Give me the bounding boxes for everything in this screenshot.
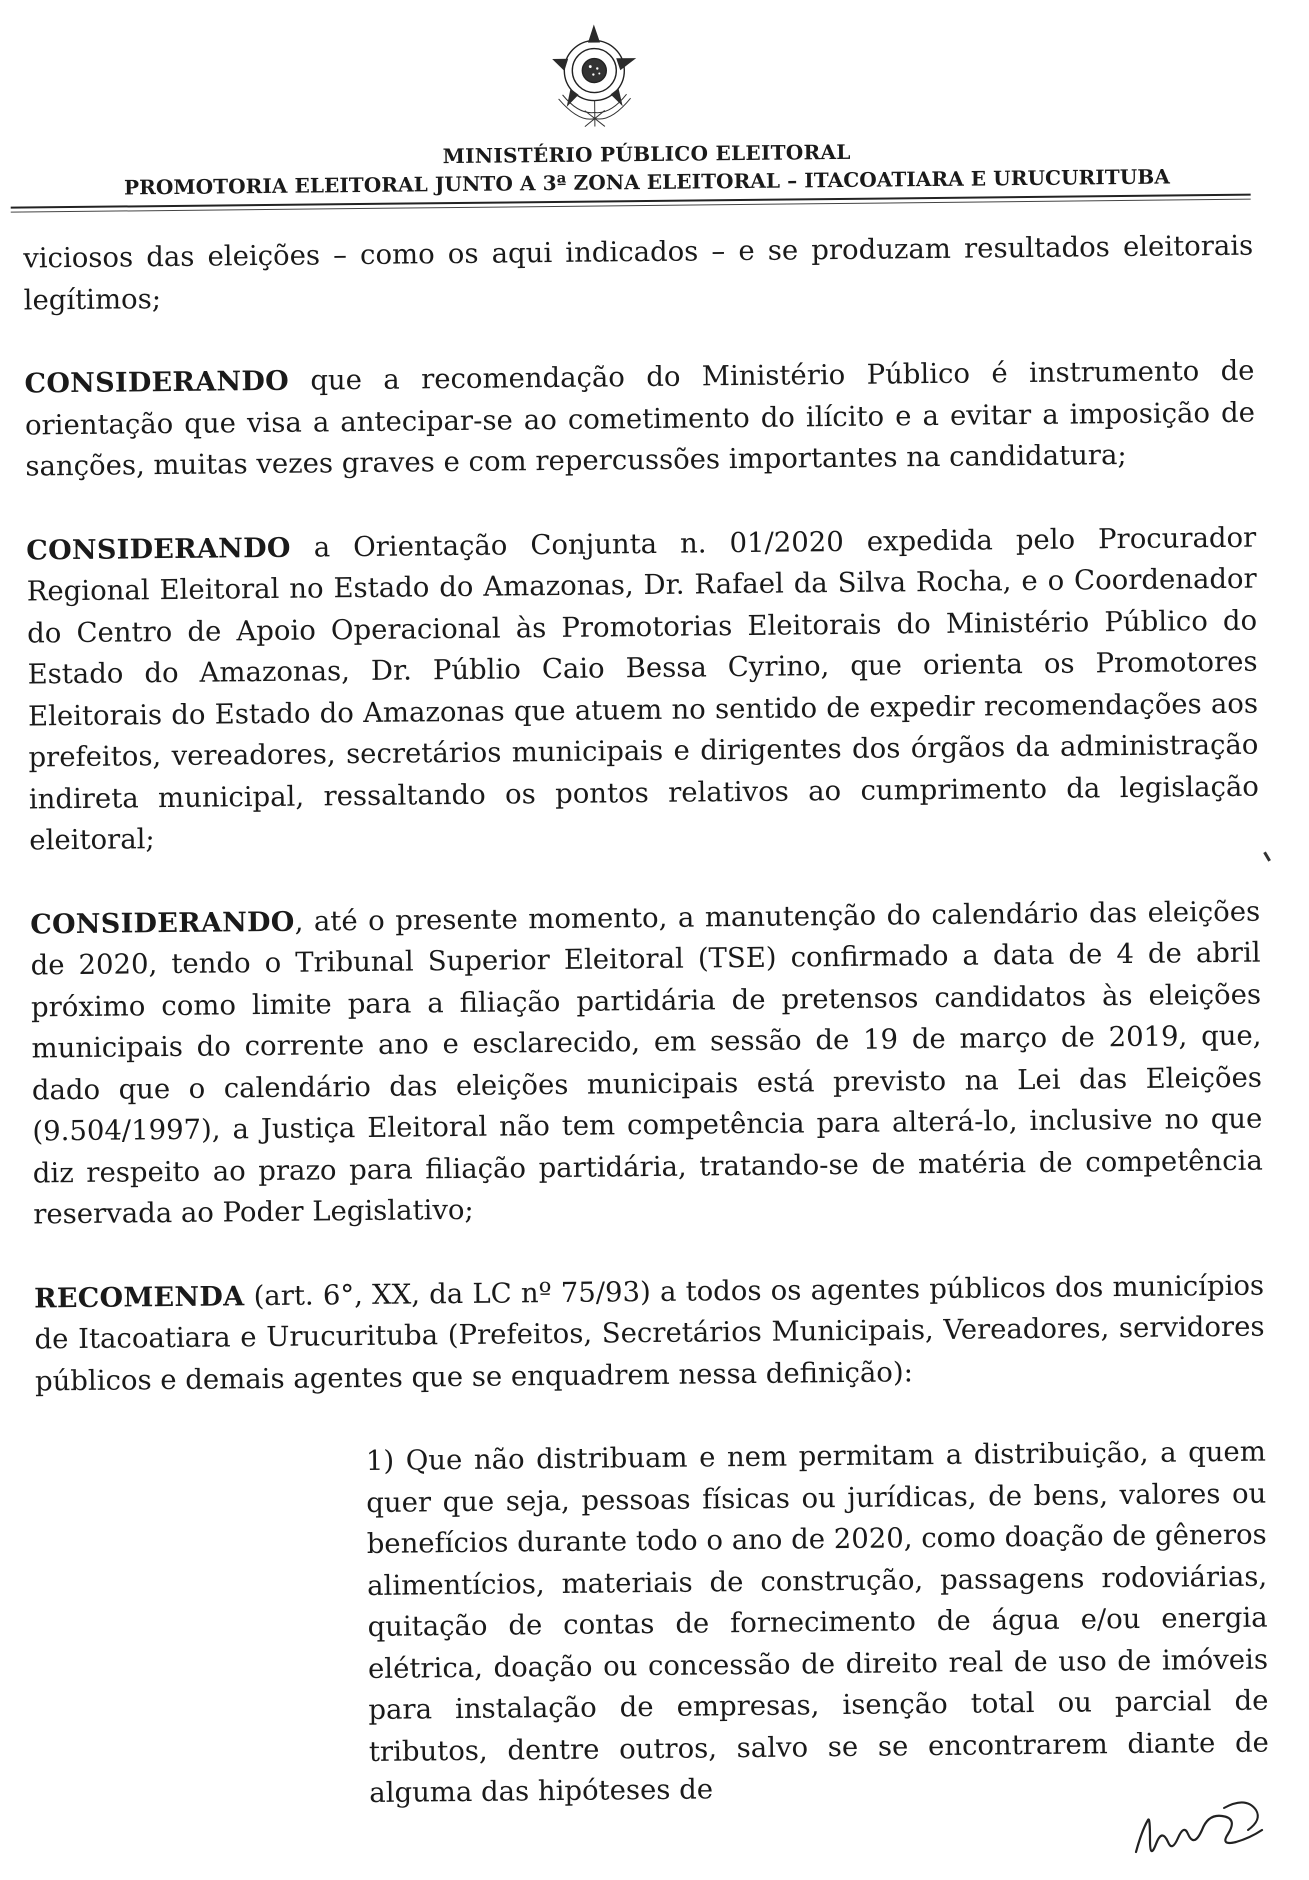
paragraph-text: a Orientação Conjunta n. 01/2020 expedida pelo Procurador Regional Eleitoral no Estado do Amazonas, Dr. Rafael da Silva Rocha, e o Coordenador do Centro de Apoio Operacional às Promotorias Eleitorais do Ministério Público do Estado do Amazonas, Dr. Públio Caio Bessa Cyrino, que orienta os Promotores Eleitorais do Estado do Amazonas que atuem no sentido de expedir recomendações aos prefeitos, vereadores, secretários municipais e dirigentes dos órgãos da administração indireta municipal, ressaltando os pontos relativos ao cumprimento da legislação eleitoral; bbox=[26, 521, 1260, 857]
brazil-coat-of-arms-icon bbox=[538, 18, 651, 131]
item-text: Que não distribuam e nem permitam a distribuição, a quem quer que seja, pessoas físicas ou jurídicas, de bens, valores ou benefícios durante todo o ano de 2020, como doação de gêneros alimentícios, materiais de construção, passagens rodoviárias, quitação de contas de fornecimento de água e/ou energia elétrica, doação ou concessão de direito real de uso de imóveis para instalação de empresas, isenção total ou parcial de tributos, dentre outros, salvo se se encontrarem diante de alguma das hipóteses de bbox=[366, 1435, 1270, 1809]
document-header bbox=[0, 135, 1302, 201]
item-number: 1) bbox=[365, 1444, 395, 1478]
paragraph-lead: CONSIDERANDO bbox=[24, 365, 290, 400]
scan-mark bbox=[1263, 851, 1271, 861]
paragraph-continuation: viciosos das eleições – como os aqui indicados – e se produzam resultados eleitorais legítimos; bbox=[23, 229, 1254, 317]
recommendation-item-1 bbox=[366, 1432, 1270, 1815]
paragraph-text: (art. 6°, XX, da LC nº 75/93) a todos os agentes públicos dos municípios de Itacoatiara e Urucurituba (Prefeitos, Secretários Municipais, Vereadores, servidores públicos e demais agentes que se enquadrem nessa definição): bbox=[34, 1269, 1265, 1397]
paragraph-lead: RECOMENDA bbox=[33, 1280, 245, 1314]
paragraph-text: , até o presente momento, a manutenção do calendário das eleições de 2020, tendo o Tribunal Superior Eleitoral (TSE) confirmado a data de 4 de abril próximo como limite para a filiação partidária de pretensos candidatos às eleições municipais do corrente ano e esclarecido, em sessão de 19 de março de 2019, que, dado que o calendário das eleições municipais está previsto na Lei das Eleições (9.504/1997), a Justiça Eleitoral não tem competência para alterá-lo, inclusive no que diz respeito ao prazo para filiação partidária, tratando-se de matéria de competência reservada ao Poder Legislativo; bbox=[30, 895, 1263, 1231]
signature-icon bbox=[1128, 1790, 1288, 1870]
header-line-2: PROMOTORIA ELEITORAL JUNTO A 3ª ZONA ELEITORAL – ITACOATIARA E URUCURITUBA bbox=[123, 164, 1171, 200]
paragraph-text: que a recomendação do Ministério Público é instrumento de orientação que visa a antecipar-se ao cometimento do ilícito e a evitar a imposição de sanções, muitas vezes graves e com repercussões importantes na candidatura; bbox=[24, 354, 1256, 483]
paragraph-lead: CONSIDERANDO bbox=[26, 532, 291, 567]
paragraph-lead: CONSIDERANDO bbox=[30, 906, 295, 940]
paragraph-considerando-2 bbox=[26, 517, 1259, 862]
paragraph-recomenda bbox=[34, 1265, 1265, 1402]
document-body bbox=[23, 226, 1270, 1860]
paragraph-considerando-1 bbox=[24, 351, 1255, 488]
paragraph-considerando-3 bbox=[30, 891, 1263, 1236]
header-line-1: MINISTÉRIO PÚBLICO ELEITORAL bbox=[442, 139, 851, 169]
